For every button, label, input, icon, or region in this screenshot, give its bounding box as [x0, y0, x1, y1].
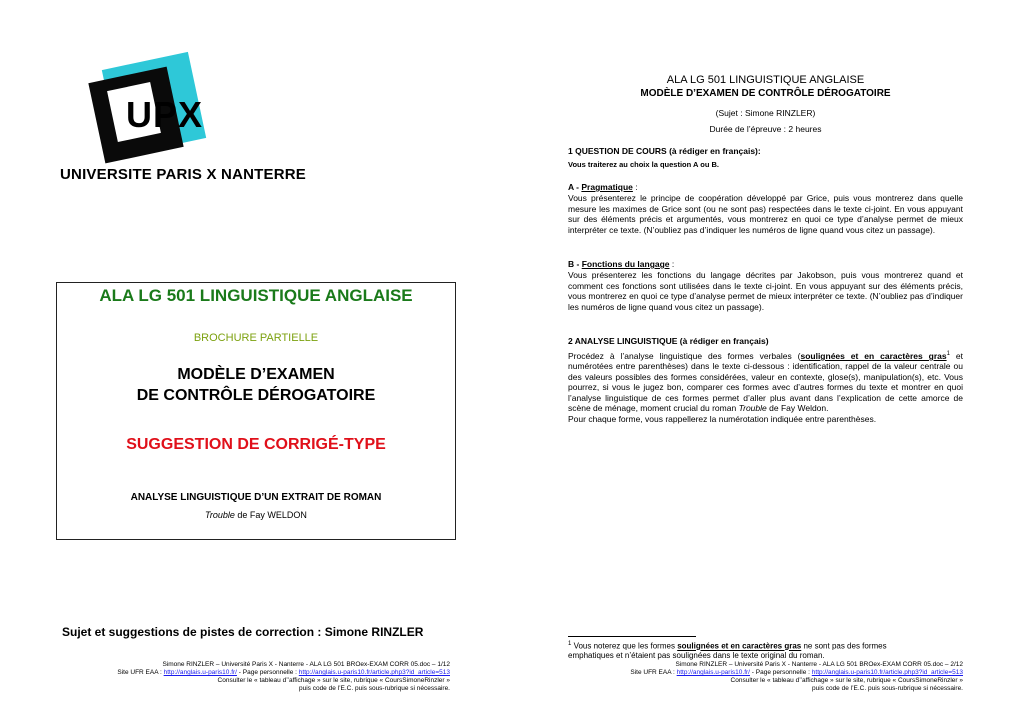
right-duree: Durée de l’épreuve : 2 heures — [709, 124, 822, 134]
right-sujet: (Sujet : Simone RINZLER) — [715, 108, 816, 118]
option-b-suffix: : — [669, 259, 675, 269]
option-a-text: Vous présenterez le principe de coopération développé par Grice, puis vous montrerez dans quelle mesure les maximes de Grice sont (ou ne sont pas) respectées dans le texte ci-joint. En vous appuyant sur des éléments précis et argumentés, vous montrerez en quoi ce type d’analyse permet de mieux interpréter ce texte. (N’oubliez pas d’indiquer les numéros de ligne quand vous citez un passage). — [568, 193, 963, 235]
trouble-title: Trouble — [205, 510, 235, 520]
left-footer-link-page[interactable]: http://anglais.u-paris10.fr/article.php3?id_article=513 — [298, 669, 450, 676]
q2-text-start: Procédez à l’analyse linguistique des formes verbales ( — [568, 350, 801, 361]
question-2-heading: 2 ANALYSE LINGUISTIQUE (à rédiger en français) — [568, 336, 769, 346]
option-a-title: Pragmatique — [581, 182, 633, 192]
q2-trouble-title: Trouble — [738, 403, 767, 414]
option-a-suffix: : — [632, 182, 638, 192]
footnote-end: ne sont pas des formes emphatiques et n’étaient pas soulignées dans le texte original du roman. — [568, 641, 887, 661]
footnote-divider — [568, 636, 696, 637]
cover-analyse: ANALYSE LINGUISTIQUE D’UN EXTRAIT DE ROMAN — [130, 492, 382, 503]
question-2-text — [568, 349, 963, 424]
right-heading: ALA LG 501 LINGUISTIQUE ANGLAISE — [666, 74, 865, 86]
q2-last-line: Pour chaque forme, vous rappellerez la numérotation indiquée entre parenthèses. — [568, 413, 877, 424]
right-footer-line3: Consulter le « tableau d’’affichage » sur le site, rubrique « CoursSimoneRinzler » — [730, 677, 963, 684]
left-sujet: Sujet et suggestions de pistes de correction : Simone RINZLER — [62, 625, 424, 639]
left-footer-site-label: Site UFR EAA : — [117, 669, 164, 676]
footnote — [568, 640, 928, 661]
university-name: UNIVERSITE PARIS X NANTERRE — [60, 166, 306, 183]
footnote-number: 1 — [568, 641, 572, 647]
right-footer-page-label: - Page personnelle : — [749, 669, 812, 676]
question-1-heading: 1 QUESTION DE COURS (à rédiger en français): — [568, 146, 761, 156]
right-subheading: MODÈLE D’EXAMEN DE CONTRÔLE DÉROGATOIRE — [640, 88, 891, 99]
left-footer-line1: Simone RINZLER – Université Paris X - Nanterre - ALA LG 501 BROex-EXAM CORR 05.doc – 1/12 — [162, 661, 450, 668]
footnote-start: Vous noterez que les formes — [571, 641, 678, 651]
cover-model-line1: MODÈLE D’EXAMEN — [177, 366, 335, 383]
option-b-heading — [568, 259, 674, 269]
q2-bold-phrase: soulignées et en caractères gras — [800, 350, 947, 361]
left-footer-line3: Consulter le « tableau d’’affichage » sur le site, rubrique « CoursSimoneRinzler » — [217, 677, 450, 684]
trouble-author: de Fay WELDON — [234, 510, 307, 520]
cover-trouble — [57, 510, 455, 520]
right-footer-link-page[interactable]: http://anglais.u-paris10.fr/article.php3?id_article=513 — [811, 669, 963, 676]
option-a-heading — [568, 182, 638, 192]
left-footer-page-label: - Page personnelle : — [236, 669, 299, 676]
q2-text-body: et numérotées entre parenthèses) dans le texte ci-dessous : identification, rappel de la valeur centrale ou des valeurs possibles des formes considérées, valeur en contexte, glose(s), manipulation(s), etc. Vous pourrez, si vous le jugez bon, comparer ces formes avec d’autres formes du texte et montrer en quoi l’analyse linguistique de ces formes permet d’aller plus avant dans l’explication de cette amorce de scène de ménage, moment crucial du roman — [568, 350, 963, 414]
left-footer-link-site[interactable]: http://anglais.u-paris10.fr/ — [163, 669, 237, 676]
footnote-bold: soulignées et en caractères gras — [677, 641, 802, 651]
cover-suggestion: SUGGESTION DE CORRIGÉ-TYPE — [126, 436, 386, 453]
option-b-text: Vous présenterez les fonctions du langage décrites par Jakobson, puis vous montrerez quand et comment ces fonctions sont utilisées dans le texte ci-joint. En vous appuyant sur des éléments précis, vous montrerez en quoi ce type d’analyse permet de mieux interpréter ce texte. (N’oubliez pas d’indiquer les numéros de ligne quand vous citez un passage). — [568, 270, 963, 312]
right-footer-link-site[interactable]: http://anglais.u-paris10.fr/ — [676, 669, 750, 676]
option-b-prefix: B - — [568, 259, 582, 269]
option-a-prefix: A - — [568, 182, 582, 192]
left-footer-line4: puis code de l’E.C. puis sous-rubrique si nécessaire. — [298, 685, 450, 692]
right-footer-line1: Simone RINZLER – Université Paris X - Nanterre - ALA LG 501 BROex-EXAM CORR 05.doc – 2/12 — [675, 661, 963, 668]
right-footer — [560, 661, 963, 693]
cover-subtitle: BROCHURE PARTIELLE — [193, 332, 319, 344]
left-footer-line2 — [60, 669, 450, 677]
right-footer-line4: puis code de l’E.C. puis sous-rubrique si nécessaire. — [811, 685, 963, 692]
q2-footnote-ref: 1 — [946, 351, 950, 357]
cover-title: ALA LG 501 LINGUISTIQUE ANGLAISE — [99, 286, 413, 305]
right-footer-site-label: Site UFR EAA : — [630, 669, 677, 676]
left-footer — [60, 661, 450, 693]
cover-model-line2: DE CONTRÔLE DÉROGATOIRE — [136, 387, 376, 404]
question-1-instruction: Vous traiterez au choix la question A ou B. — [568, 160, 719, 169]
q2-text-end: de Fay Weldon. — [766, 403, 829, 414]
option-b-title: Fonctions du langage — [581, 259, 670, 269]
logo-upx-text: UPX — [126, 94, 204, 135]
cover-box — [56, 282, 456, 540]
right-footer-line2 — [560, 669, 963, 677]
